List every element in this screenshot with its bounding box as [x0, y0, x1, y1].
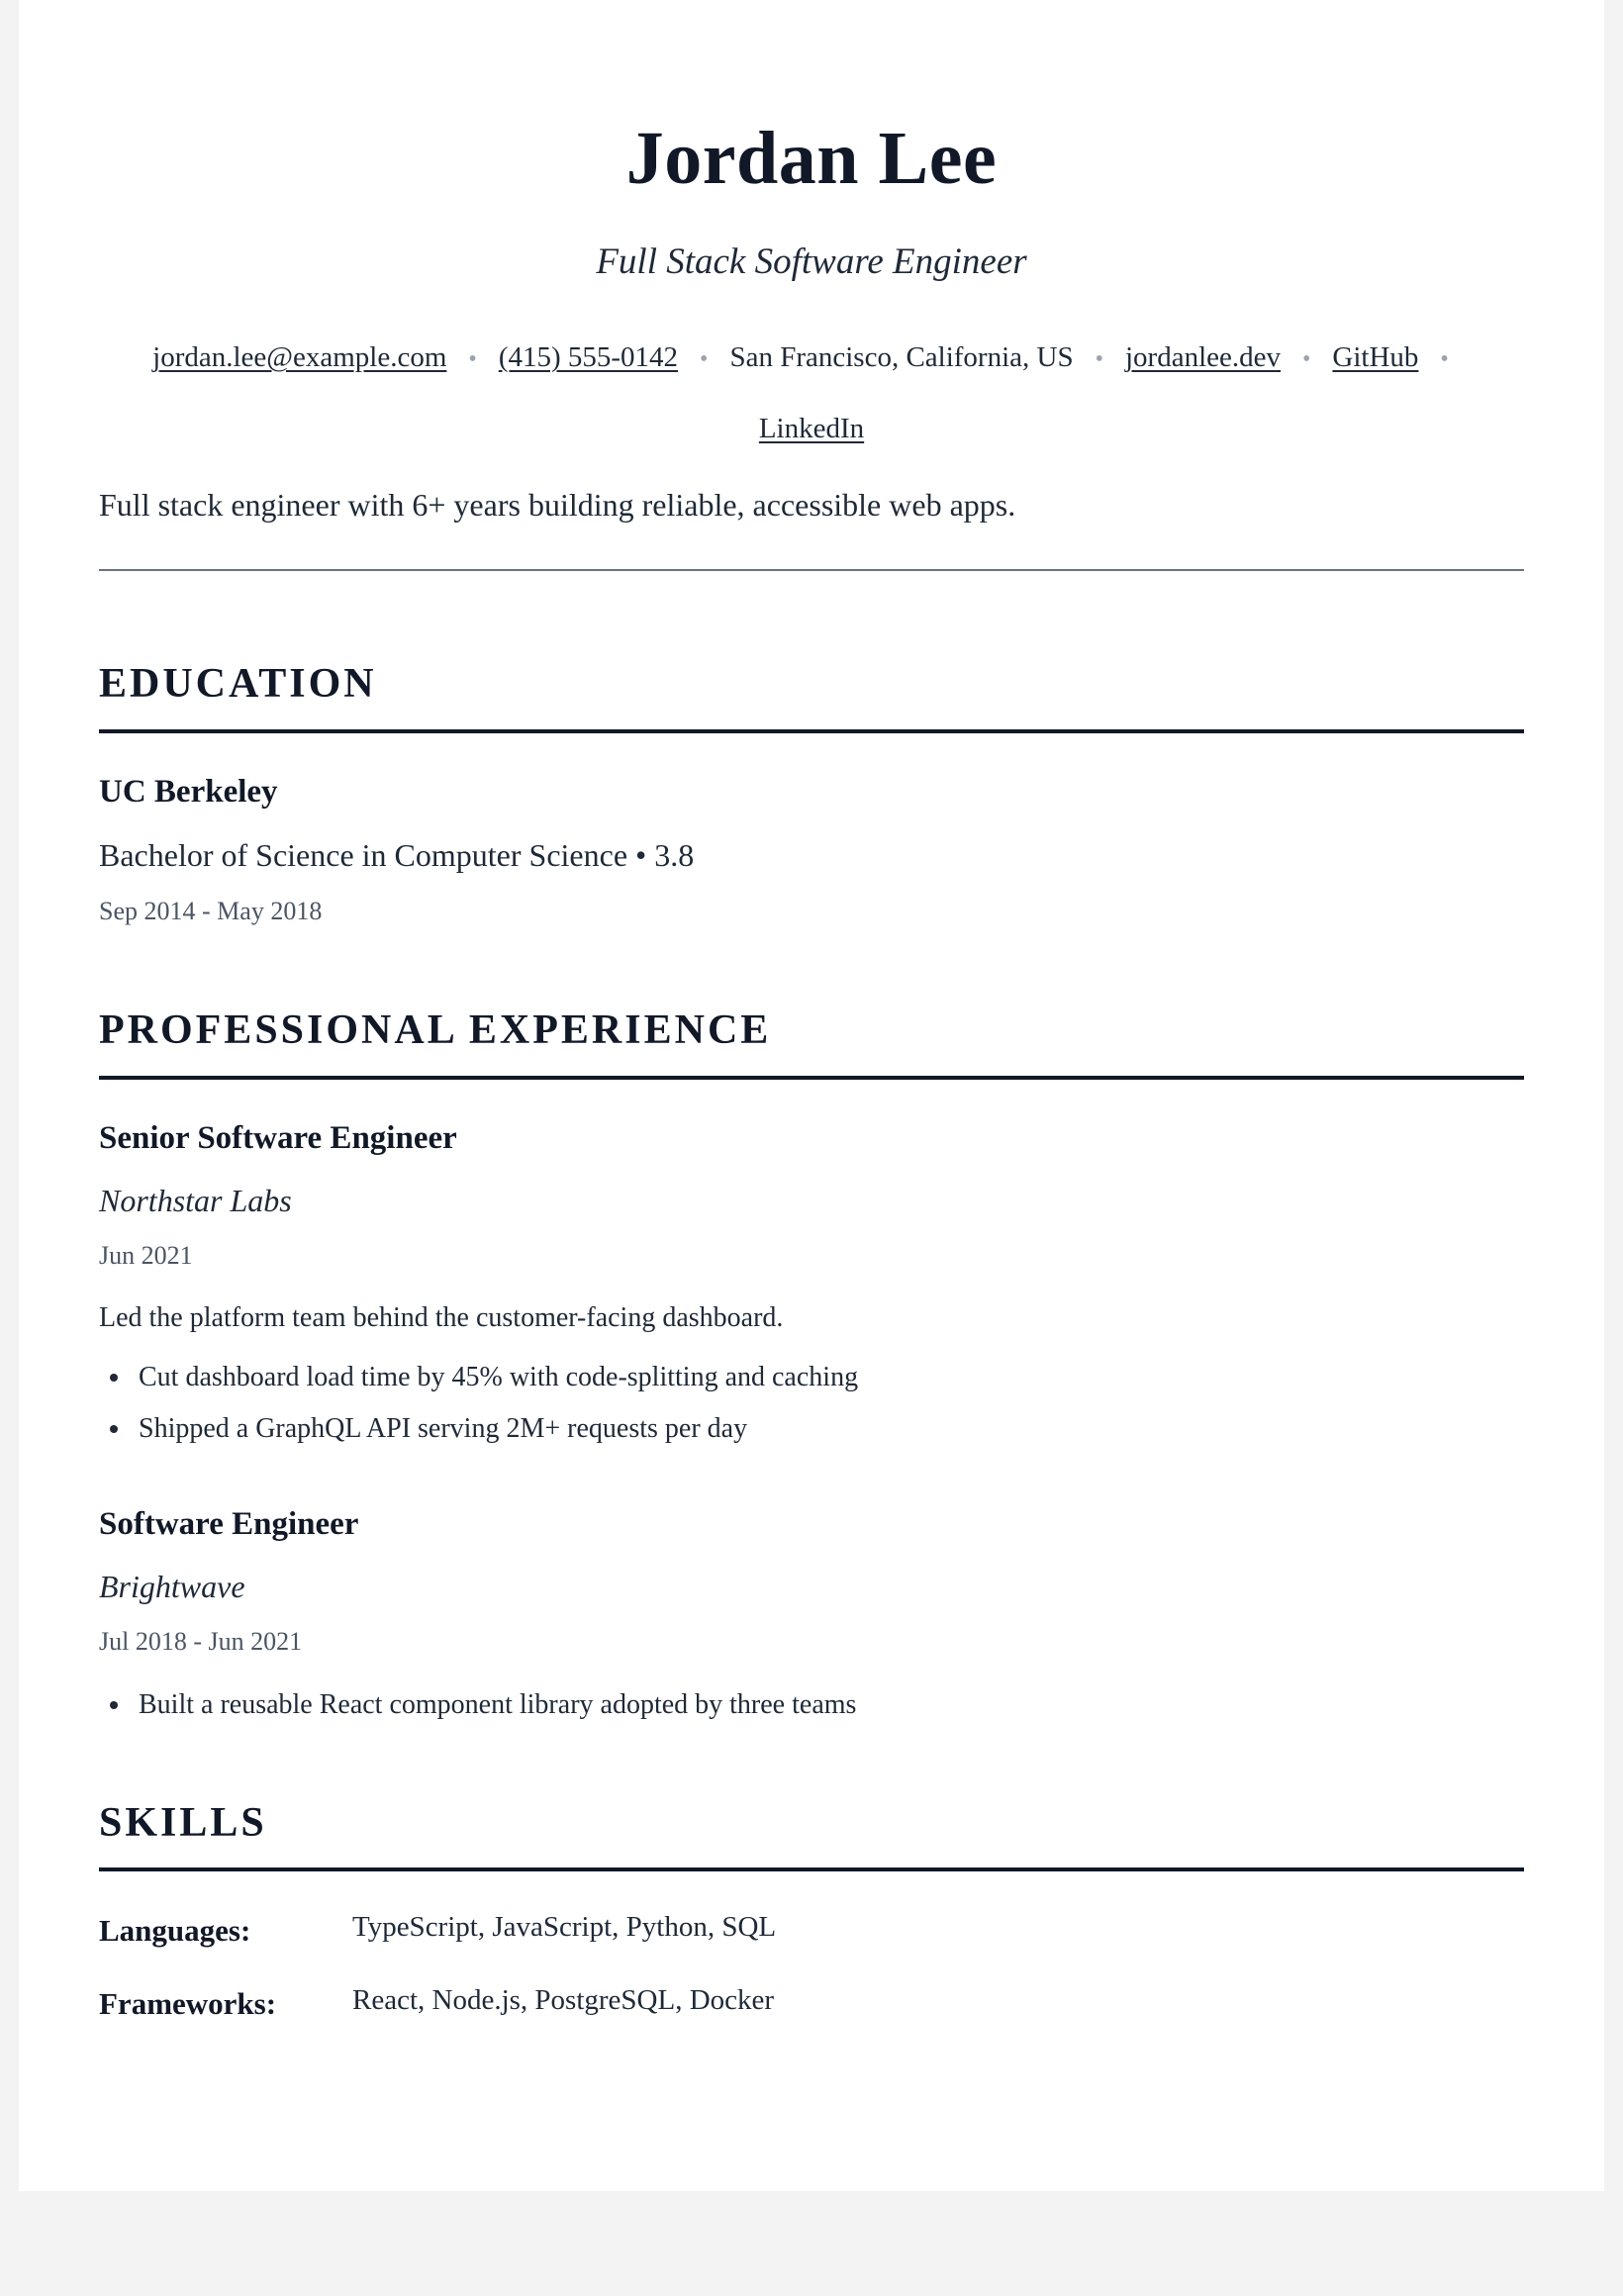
- education-school: UC Berkeley: [99, 774, 278, 810]
- bullet-text: Shipped a GraphQL API serving 2M+ requests per day: [139, 1413, 748, 1444]
- section-title-skills: SKILLS: [99, 1800, 267, 1846]
- experience-dates: Jun 2021: [99, 1241, 193, 1270]
- section-divider: [99, 1867, 1524, 1871]
- section-divider: [99, 729, 1524, 733]
- separator-dot: •: [1440, 346, 1449, 372]
- experience-description: Led the platform team behind the customer-facing dashboard.: [99, 1302, 784, 1333]
- experience-dates: Jul 2018 - Jun 2021: [99, 1627, 303, 1656]
- skill-value: React, Node.js, PostgreSQL, Docker: [352, 1984, 775, 2016]
- separator-dot: •: [468, 346, 477, 372]
- skill-label: Languages:: [99, 1913, 251, 1948]
- summary-text: Full stack engineer with 6+ years building reliable, accessible web apps.: [99, 487, 1016, 523]
- section-title-education: EDUCATION: [99, 661, 377, 707]
- bullet-text: Built a reusable React component library adopted by three teams: [139, 1689, 857, 1720]
- experience-role: Senior Software Engineer: [99, 1120, 457, 1156]
- bullet-icon: [110, 1425, 118, 1433]
- skill-value: TypeScript, JavaScript, Python, SQL: [352, 1911, 777, 1943]
- skill-label: Frameworks:: [99, 1986, 277, 2021]
- section-divider: [99, 1076, 1524, 1080]
- resume-page: [19, 0, 1604, 2191]
- education-degree: Bachelor of Science in Computer Science • 3.8: [99, 837, 695, 873]
- header-divider: [99, 569, 1524, 571]
- experience-role: Software Engineer: [99, 1506, 359, 1542]
- section-title-experience: PROFESSIONAL EXPERIENCE: [99, 1007, 772, 1053]
- bullet-icon: [110, 1374, 118, 1382]
- email-link[interactable]: jordan.lee@example.com: [152, 341, 447, 373]
- linkedin-link[interactable]: LinkedIn: [758, 413, 865, 444]
- bullet-text: Cut dashboard load time by 45% with code-splitting and caching: [139, 1362, 859, 1392]
- bullet-icon: [110, 1701, 118, 1709]
- github-link[interactable]: GitHub: [1332, 341, 1419, 373]
- separator-dot: •: [700, 346, 709, 372]
- experience-company: Brightwave: [99, 1569, 245, 1604]
- website-link[interactable]: jordanlee.dev: [1125, 341, 1282, 373]
- contact-line: [99, 323, 1524, 463]
- candidate-role: Full Stack Software Engineer: [596, 241, 1027, 282]
- candidate-name: Jordan Lee: [625, 117, 998, 200]
- location-text: San Francisco, California, US: [729, 341, 1074, 373]
- experience-company: Northstar Labs: [99, 1183, 292, 1218]
- education-dates: Sep 2014 - May 2018: [99, 897, 323, 925]
- phone-link[interactable]: (415) 555-0142: [498, 341, 679, 373]
- separator-dot: •: [1095, 346, 1103, 372]
- separator-dot: •: [1302, 346, 1311, 372]
